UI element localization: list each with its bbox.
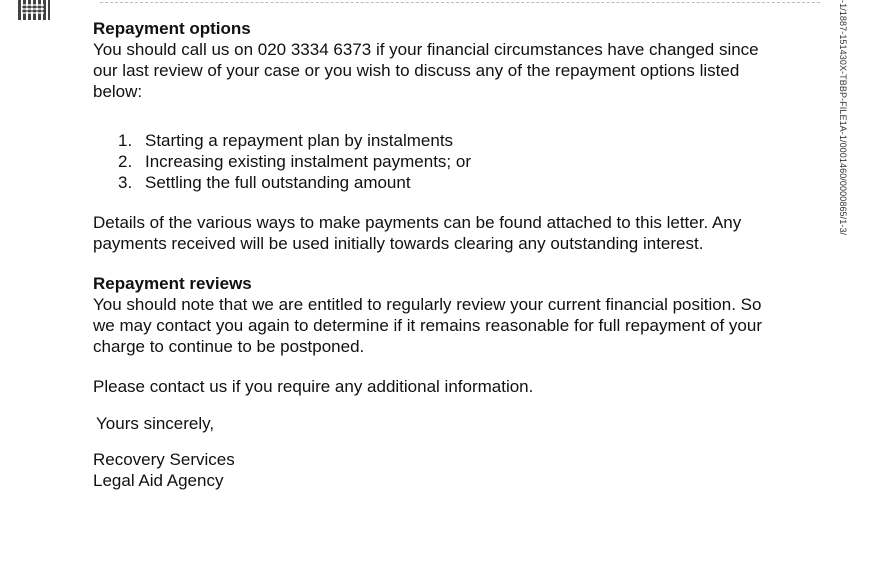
repayment-options-list (93, 130, 793, 193)
list-item-text: Starting a repayment plan by instalments (145, 131, 454, 150)
side-reference-code: -1/1887-151430X-TBBP-FILE1A-1/0001460/0000865/1-3/ (838, 0, 848, 236)
list-item (93, 130, 793, 151)
payment-details-paragraph: Details of the various ways to make payments can be found attached to this letter. Any payments received will be used initially towards clearing any outstanding interest. (93, 213, 742, 253)
repayment-options-intro: You should call us on 020 3334 6373 if your financial circumstances have changed since our last review of your case or you wish to discuss any of the repayment options listed below: (93, 40, 759, 101)
list-item-number: 1. (118, 131, 133, 150)
scan-artifact-line (100, 2, 820, 7)
signoff-organisation: Legal Aid Agency (93, 471, 224, 490)
repayment-options-heading: Repayment options (93, 19, 251, 38)
list-item-number: 2. (118, 152, 133, 171)
letter-body (93, 18, 793, 491)
list-item (93, 151, 793, 172)
signoff-department: Recovery Services (93, 450, 235, 469)
list-item-text: Settling the full outstanding amount (145, 173, 411, 192)
repayment-reviews-body: You should note that we are entitled to regularly review your current financial position. So we may contact you again to determine if it remains reasonable for full repayment of your charge to continue to be postponed. (93, 295, 763, 356)
repayment-reviews-heading: Repayment reviews (93, 274, 252, 293)
datamatrix-barcode-icon (18, 0, 50, 20)
closing-salutation: Yours sincerely, (96, 414, 215, 433)
list-item-text: Increasing existing instalment payments; or (145, 152, 471, 171)
list-item (93, 172, 793, 193)
contact-line: Please contact us if you require any additional information. (93, 377, 534, 396)
list-item-number: 3. (118, 173, 133, 192)
